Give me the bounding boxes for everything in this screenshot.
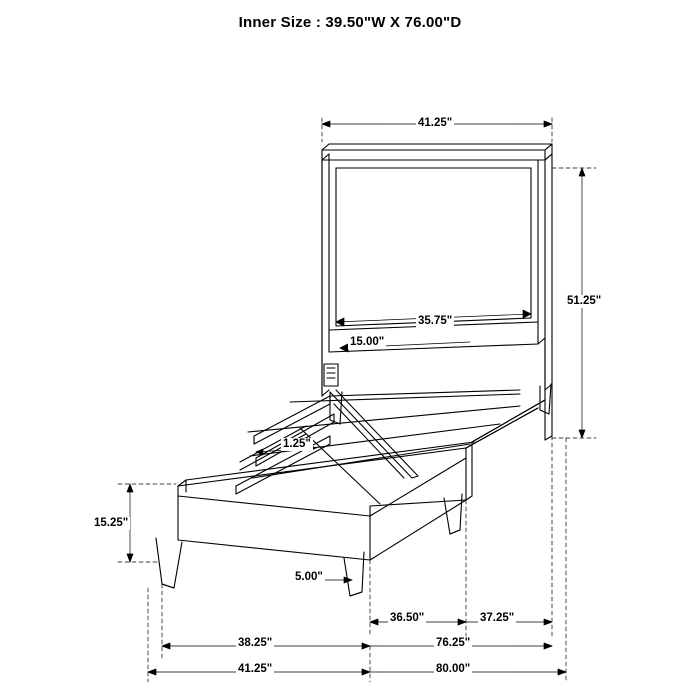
dimension-label-headboard-clearance: 15.00": [350, 336, 385, 348]
dimension-label-deck-height: 15.25": [94, 517, 129, 529]
dimension-label-footboard-front-depth: 36.50": [390, 612, 425, 624]
bed-frame-group: [178, 364, 552, 560]
dimension-label-bed-depth: 76.25": [436, 637, 471, 649]
dimension-label-headboard-width: 41.25": [418, 117, 453, 129]
dimension-label-overall-width: 41.25": [238, 663, 273, 675]
headboard-group: [322, 144, 552, 424]
dimension-label-leg-height: 5.00": [295, 571, 323, 583]
dimension-label-headboard-height: 51.25": [567, 295, 602, 307]
page-title: Inner Size : 39.50"W X 76.00"D: [238, 14, 462, 31]
dimension-label-overall-length: 80.00": [436, 663, 471, 675]
dimension-label-footboard-rear-depth: 37.25": [480, 612, 515, 624]
dimension-label-footboard-width: 38.25": [238, 637, 273, 649]
dimension-label-headboard-panel-width: 35.75": [418, 315, 453, 327]
dimension-label-slat-thickness: 1.25": [283, 438, 311, 450]
